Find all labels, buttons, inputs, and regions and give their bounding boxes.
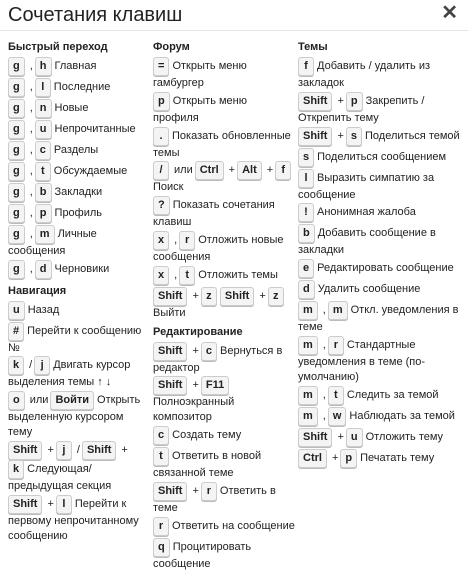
key-cap: Shift <box>82 441 116 460</box>
shortcut-item <box>8 260 148 280</box>
key-cap: m <box>328 301 348 320</box>
shortcut-description: Полноэкранный композитор <box>153 396 235 424</box>
key-cap: m <box>298 407 318 426</box>
shortcut-description: Черновики <box>54 262 110 275</box>
key-separator: + <box>192 289 199 302</box>
key-cap: f <box>298 57 314 76</box>
shortcut-description: Личные сообщения <box>8 227 97 257</box>
column-forum <box>153 36 295 573</box>
column-topics <box>298 36 464 470</box>
shortcut-item <box>153 57 295 91</box>
key-separator: , <box>29 59 33 72</box>
shortcut-description: Последние <box>53 80 111 93</box>
shortcut-description: Новые <box>54 101 89 114</box>
key-separator: , <box>174 234 178 247</box>
shortcut-description: Выразить симпатию за сообщение <box>298 171 435 201</box>
key-separator: + <box>47 497 54 510</box>
shortcut-description: Отложить темы <box>198 268 278 281</box>
shortcut-item <box>8 495 148 544</box>
shortcut-description: Создать тему <box>172 429 242 442</box>
shortcut-description: Открыть меню гамбургер <box>153 59 247 89</box>
header-divider <box>0 30 468 31</box>
shortcut-item <box>8 183 148 203</box>
key-cap: Shift <box>298 428 332 447</box>
key-cap: Войти <box>50 391 94 410</box>
key-cap: b <box>298 224 315 243</box>
shortcut-item <box>8 441 148 494</box>
shortcut-item <box>298 386 464 406</box>
key-cap: r <box>179 231 195 250</box>
shortcut-description: Закладки <box>54 185 103 198</box>
shortcut-description: Открыть выделенную курсором тему <box>8 394 141 439</box>
key-cap: m <box>298 336 318 355</box>
key-cap: Shift <box>298 92 332 111</box>
key-separator: + <box>192 344 199 357</box>
key-cap: d <box>298 280 315 299</box>
key-cap: b <box>35 183 52 202</box>
shortcut-item <box>298 336 464 385</box>
shortcut-item <box>153 447 295 481</box>
key-cap: = <box>153 57 169 76</box>
key-cap: l <box>35 78 51 97</box>
key-separator: , <box>29 227 33 240</box>
column-navigation <box>8 36 148 544</box>
shortcut-item <box>298 92 464 126</box>
key-cap: g <box>8 57 25 76</box>
shortcut-item <box>8 78 148 98</box>
key-separator: + <box>121 443 128 456</box>
key-separator: , <box>29 206 33 219</box>
key-cap: Shift <box>8 441 42 460</box>
key-cap: z <box>201 287 217 306</box>
shortcut-description: Стандартные уведомления в теме (по-умолчанию) <box>298 339 426 383</box>
key-cap: p <box>340 449 357 468</box>
shortcut-item <box>153 538 295 572</box>
key-separator: + <box>337 430 344 443</box>
shortcut-description: Профиль <box>54 206 103 219</box>
key-cap: Alt <box>237 161 262 180</box>
shortcut-description: Вернуться в редактор <box>153 344 283 374</box>
shortcut-item <box>153 517 295 537</box>
key-separator: + <box>266 164 274 177</box>
shortcut-description: Наблюдать за темой <box>349 409 455 422</box>
shortcut-description: Главная <box>54 59 97 72</box>
shortcut-item <box>153 161 295 195</box>
shortcut-description: Двигать курсор выделения темы ↑ ↓ <box>8 359 131 389</box>
key-separator: , <box>174 268 178 281</box>
key-cap: s <box>298 148 314 167</box>
key-cap: x <box>153 266 169 285</box>
shortcut-description: Закрепить / Открепить тему <box>298 94 425 124</box>
shortcut-item <box>298 169 464 203</box>
key-cap: Shift <box>153 287 187 306</box>
key-cap: u <box>35 120 52 139</box>
key-cap: g <box>8 120 25 139</box>
key-cap: m <box>35 225 55 244</box>
key-cap: u <box>8 301 25 320</box>
key-cap: g <box>8 99 25 118</box>
shortcut-description: Поделиться темой <box>365 129 460 142</box>
key-cap: g <box>8 78 25 97</box>
key-cap: z <box>268 287 284 306</box>
key-separator: + <box>331 451 339 464</box>
key-cap: w <box>328 407 347 426</box>
key-separator: , <box>322 339 326 352</box>
shortcut-description: Ответить в новой связанной теме <box>153 450 262 480</box>
key-cap: k <box>8 356 24 375</box>
key-cap: Shift <box>8 495 42 514</box>
key-cap: j <box>34 356 50 375</box>
shortcut-item <box>153 266 295 286</box>
section-heading: Редактирование <box>153 325 243 338</box>
section-heading: Быстрый переход <box>8 41 108 53</box>
key-cap: Ctrl <box>195 161 224 180</box>
key-cap: Shift <box>153 482 187 501</box>
shortcut-description: Поиск <box>153 181 184 194</box>
shortcut-description: Процитировать сообщение <box>153 540 252 570</box>
key-cap: F11 <box>201 376 229 395</box>
key-cap: Shift <box>298 127 332 146</box>
shortcut-description: Непрочитанные <box>54 122 136 135</box>
shortcut-item <box>153 231 295 265</box>
shortcut-item <box>8 120 148 140</box>
shortcut-item <box>153 376 295 425</box>
key-separator: + <box>192 379 199 392</box>
shortcut-description: Отложить тему <box>365 430 444 443</box>
shortcut-description: Следующая/предыдущая секция <box>8 462 112 492</box>
key-separator: + <box>259 289 266 302</box>
key-cap: t <box>328 386 344 405</box>
section-heading: Темы <box>298 41 328 53</box>
key-cap: c <box>35 141 51 160</box>
key-cap: ? <box>153 196 170 215</box>
key-separator: , <box>29 185 33 198</box>
key-cap: Ctrl <box>298 449 327 468</box>
key-cap: / <box>153 161 169 180</box>
shortcut-description: Ответить в теме <box>153 484 276 514</box>
key-cap: h <box>35 57 52 76</box>
key-cap: e <box>298 259 314 278</box>
key-cap: . <box>153 127 169 146</box>
key-separator: , <box>322 409 326 422</box>
key-cap: g <box>8 183 25 202</box>
shortcut-item <box>298 127 464 147</box>
shortcut-item <box>8 356 148 390</box>
shortcut-description: Разделы <box>53 143 99 156</box>
modal-title: Сочетания клавиш <box>8 4 183 26</box>
section-heading: Навигация <box>8 284 67 297</box>
key-cap: m <box>298 301 318 320</box>
shortcut-description: Назад <box>27 303 60 316</box>
key-cap: r <box>201 482 217 501</box>
key-separator: + <box>337 94 344 107</box>
key-cap: c <box>201 342 217 361</box>
key-cap: q <box>153 538 170 557</box>
key-separator: или <box>174 164 193 177</box>
shortcut-item <box>298 203 464 223</box>
key-separator: / <box>29 359 33 372</box>
shortcut-item <box>8 141 148 161</box>
key-cap: r <box>153 517 169 536</box>
key-cap: Shift <box>153 342 187 361</box>
key-cap: g <box>8 225 25 244</box>
shortcut-description: Откл. уведомления в теме <box>298 304 459 334</box>
key-cap: s <box>346 127 362 146</box>
section-heading: Форум <box>153 41 190 53</box>
key-cap: k <box>8 460 24 479</box>
key-separator: , <box>29 101 33 114</box>
shortcut-description: Перейти к сообщению № <box>8 324 142 354</box>
key-cap: u <box>346 428 363 447</box>
shortcut-item <box>153 92 295 126</box>
key-cap: t <box>35 162 51 181</box>
shortcut-item <box>8 57 148 77</box>
shortcut-description: Ответить на сообщение <box>172 519 295 532</box>
shortcut-item <box>153 482 295 516</box>
shortcut-description: Отложить новые сообщения <box>153 234 284 264</box>
key-separator: или <box>29 394 49 407</box>
key-cap: # <box>8 322 24 341</box>
shortcut-item <box>8 322 148 356</box>
shortcut-item <box>8 99 148 119</box>
shortcut-description: Редактировать сообщение <box>317 262 454 275</box>
key-separator: , <box>29 164 33 177</box>
key-cap: p <box>346 92 363 111</box>
key-cap: r <box>328 336 344 355</box>
key-cap: f <box>275 161 291 180</box>
shortcut-description: Поделиться сообщением <box>317 150 447 163</box>
shortcut-item <box>8 204 148 224</box>
shortcut-description: Добавить сообщение в закладки <box>298 227 436 257</box>
key-separator: + <box>192 484 199 497</box>
key-cap: g <box>8 204 25 223</box>
shortcut-item <box>298 428 464 448</box>
shortcut-item <box>298 407 464 427</box>
shortcut-item <box>298 449 464 469</box>
shortcut-description: Следить за темой <box>346 388 439 401</box>
key-cap: x <box>153 231 169 250</box>
key-cap: t <box>153 447 169 466</box>
key-cap: m <box>298 386 318 405</box>
key-separator: , <box>322 304 326 317</box>
key-cap: g <box>8 260 25 279</box>
key-cap: l <box>298 169 314 188</box>
shortcut-item <box>8 162 148 182</box>
shortcut-item <box>153 342 295 376</box>
shortcut-description: Показать обновленные темы <box>153 129 291 159</box>
shortcut-description: Показать сочетания клавиш <box>153 199 275 229</box>
shortcut-item <box>8 225 148 259</box>
shortcut-description: Обсуждаемые <box>53 164 128 177</box>
shortcut-item <box>298 280 464 300</box>
key-cap: t <box>179 266 195 285</box>
shortcut-description: Перейти к первому непрочитанному сообщению <box>8 497 139 542</box>
key-separator: , <box>29 80 33 93</box>
shortcut-description: Выйти <box>153 306 186 319</box>
shortcut-item <box>153 287 295 321</box>
key-separator: + <box>228 164 236 177</box>
close-icon[interactable]: ✕ <box>441 2 458 24</box>
shortcut-description: Удалить сообщение <box>317 283 421 296</box>
shortcut-description: Печатать тему <box>360 451 435 464</box>
shortcut-item <box>8 391 148 440</box>
shortcut-description: Добавить / удалить из закладок <box>298 59 431 89</box>
key-cap: g <box>8 162 25 181</box>
key-cap: ! <box>298 203 314 222</box>
shortcut-item <box>153 127 295 161</box>
key-cap: n <box>35 99 52 118</box>
shortcut-description: Анонимная жалоба <box>317 206 416 219</box>
key-cap: j <box>56 441 72 460</box>
shortcut-item <box>298 148 464 168</box>
key-separator: + <box>47 443 54 456</box>
shortcut-item <box>153 426 295 446</box>
shortcut-item <box>298 224 464 258</box>
shortcut-item <box>8 301 148 321</box>
key-separator: , <box>29 262 33 275</box>
shortcut-item <box>298 301 464 335</box>
key-separator: , <box>29 122 33 135</box>
key-cap: Shift <box>220 287 254 306</box>
key-separator: , <box>322 388 326 401</box>
shortcut-item <box>298 57 464 91</box>
shortcut-item <box>153 196 295 230</box>
shortcut-item <box>298 259 464 279</box>
key-cap: p <box>35 204 52 223</box>
key-cap: g <box>8 141 25 160</box>
key-cap: c <box>153 426 169 445</box>
key-cap: Shift <box>153 376 187 395</box>
key-separator: , <box>29 143 33 156</box>
key-separator: / <box>76 443 80 456</box>
key-cap: o <box>8 391 25 410</box>
shortcut-description: Открыть меню профиля <box>153 94 247 124</box>
key-cap: d <box>35 260 52 279</box>
key-cap: l <box>56 495 72 514</box>
key-separator: + <box>337 129 344 142</box>
key-cap: p <box>153 92 170 111</box>
